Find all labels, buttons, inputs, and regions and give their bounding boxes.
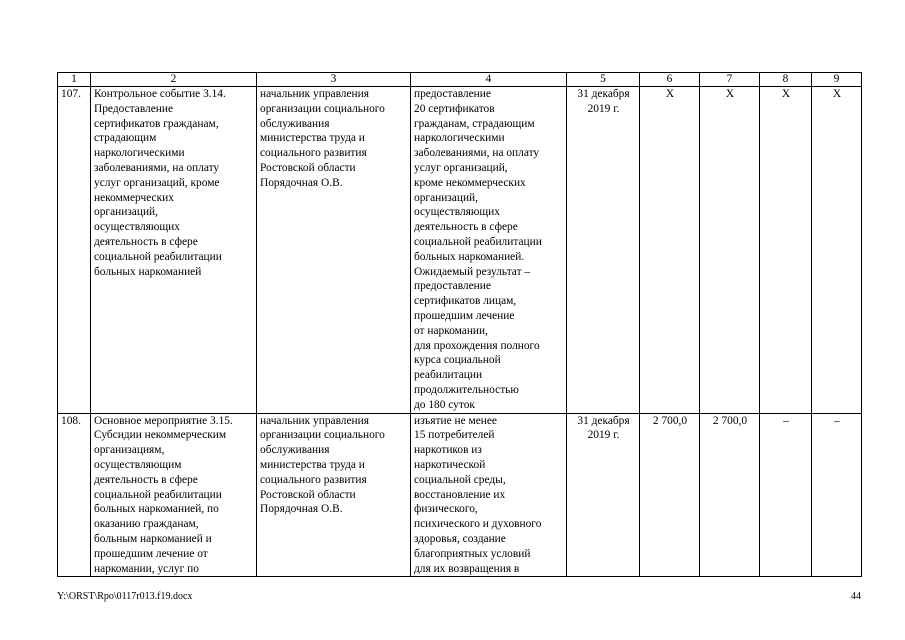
col7-cell: Х bbox=[700, 87, 760, 414]
header-cell: 5 bbox=[567, 73, 640, 87]
header-cell: 6 bbox=[640, 73, 700, 87]
row-number: 107. bbox=[58, 87, 91, 414]
col8-cell: – bbox=[760, 413, 812, 577]
header-cell: 2 bbox=[91, 73, 257, 87]
header-row bbox=[58, 73, 862, 87]
date-cell: 31 декабря 2019 г. bbox=[567, 87, 640, 414]
header-cell: 1 bbox=[58, 73, 91, 87]
header-cell: 9 bbox=[812, 73, 862, 87]
col6-cell: Х bbox=[640, 87, 700, 414]
event-cell: Контрольное событие 3.14. Предоставление сертификатов гражданам, страдающим наркологическими заболеваниями, на оплату услуг организаций, кроме некоммерческих организаций, осуществляющих деятельность в сфере социальной реабилитации больных наркоманией bbox=[91, 87, 257, 414]
col7-cell: 2 700,0 bbox=[700, 413, 760, 577]
event-cell: Основное мероприятие 3.15. Субсидии некоммерческим организациям, осуществляющим деятельность в сфере социальной реабилитации больных наркоманией, по оказанию гражданам, больным наркоманией и прошедшим лечение от наркомании, услуг по bbox=[91, 413, 257, 577]
header-cell: 4 bbox=[411, 73, 567, 87]
responsible-cell: начальник управления организации социального обслуживания министерства труда и социального развития Ростовской области Порядочная О.В. bbox=[257, 413, 411, 577]
col9-cell: Х bbox=[812, 87, 862, 414]
page-number: 44 bbox=[851, 591, 861, 602]
footer-file-path: Y:\ORST\Rpo\0117r013.f19.docx bbox=[57, 591, 193, 602]
date-cell: 31 декабря 2019 г. bbox=[567, 413, 640, 577]
header-cell: 7 bbox=[700, 73, 760, 87]
result-cell: предоставление 20 сертификатов гражданам, страдающим наркологическими заболеваниями, на оплату услуг организаций, кроме некоммерческих организаций, осуществляющих деятельность в сфере социальной реабилитации больных наркоманией. Ожидаемый результат – предоставление сертификатов лицам, прошедшим лечение от наркомании, для прохождения полного курса социальной реабилитации продолжительностью до 180 суток bbox=[411, 87, 567, 414]
header-cell: 3 bbox=[257, 73, 411, 87]
schedule-table bbox=[57, 72, 862, 577]
responsible-cell: начальник управления организации социального обслуживания министерства труда и социального развития Ростовской области Порядочная О.В. bbox=[257, 87, 411, 414]
header-cell: 8 bbox=[760, 73, 812, 87]
table-row bbox=[58, 87, 862, 414]
col9-cell: – bbox=[812, 413, 862, 577]
table-row bbox=[58, 413, 862, 577]
row-number: 108. bbox=[58, 413, 91, 577]
result-cell: изъятие не менее 15 потребителей наркотиков из наркотической социальной среды, восстановление их физического, психического и духовного здоровья, создание благоприятных условий для их возвращения в bbox=[411, 413, 567, 577]
col8-cell: Х bbox=[760, 87, 812, 414]
col6-cell: 2 700,0 bbox=[640, 413, 700, 577]
